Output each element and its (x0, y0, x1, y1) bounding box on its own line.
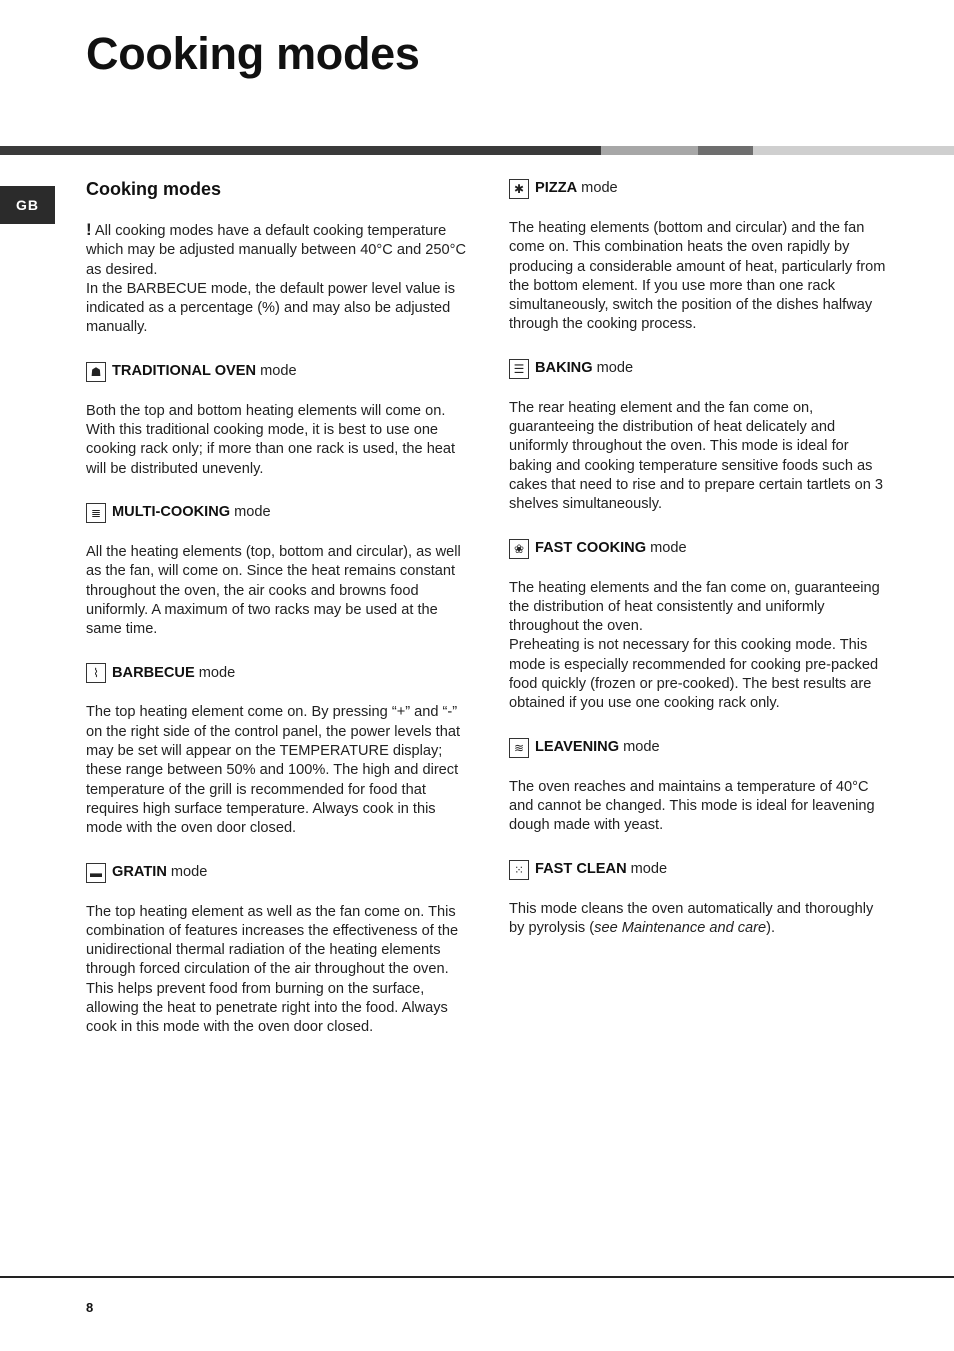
mode-suffix: mode (581, 180, 618, 197)
multi-cooking-icon: ≣ (86, 503, 106, 523)
header-rule-dark (0, 146, 601, 155)
text-after: ). (766, 919, 776, 936)
pizza-icon: ✱ (509, 179, 529, 199)
mode-name: GRATIN (112, 863, 167, 880)
mode-name: MULTI-COOKING (112, 504, 231, 521)
header-rule-mid (601, 146, 698, 155)
mode-name: LEAVENING (535, 738, 620, 755)
mode-fast-cooking (509, 538, 889, 714)
mode-description: The top heating element come on. By pressing “+” and “-” on the right side of the control panel, the power levels that may be set will appear on the TEMPERATURE display; these range between 50% and 100%. The high and direct temperature of the grill is recommended for food that requires high surface temperature. Always cook in this mode with the oven door closed. (86, 704, 460, 837)
mode-barbecue (86, 662, 466, 838)
section-heading: Cooking modes (86, 179, 222, 199)
mode-name: BAKING (535, 360, 593, 377)
language-tab: GB (0, 186, 55, 224)
header-rule-light (753, 146, 954, 155)
warning-mark: ! (86, 220, 92, 239)
left-column (86, 178, 466, 1061)
footer-rule (0, 1276, 954, 1278)
mode-description: The heating elements and the fan come on, guaranteeing the distribution of heat consistently and uniformly throughout the oven. (509, 579, 880, 635)
right-column (509, 178, 889, 961)
mode-description: All the heating elements (top, bottom and circular), as well as the fan, will come on. Since the heat remains constant throughout the oven, the air cooks and browns food uniformly. A maximum of two racks may be used at the same time. (86, 543, 461, 638)
baking-icon: ☰ (509, 359, 529, 379)
mode-suffix: mode (260, 363, 297, 380)
mode-suffix: mode (623, 738, 660, 755)
mode-description: The rear heating element and the fan come on, guaranteeing the distribution of heat delicately and uniformly throughout the oven. This mode is ideal for baking and cooking temperature sensitive foods such as cakes that need to rise and to prepare certain tartlets on 3 shelves simultaneously. (509, 399, 883, 513)
mode-traditional-oven (86, 361, 466, 479)
mode-suffix: mode (630, 860, 668, 877)
mode-description: The top heating element as well as the fan come on. This combination of features increases the effectiveness of the unidirectional thermal radiation of the heating elements through forced circulation of the air throughout the oven. (86, 903, 459, 978)
mode-fast-clean (509, 859, 889, 939)
page-title: Cooking modes (86, 28, 420, 79)
header-rule-accent (698, 146, 753, 155)
mode-name: TRADITIONAL OVEN (112, 363, 257, 380)
mode-description (509, 900, 889, 939)
mode-name: FAST COOKING (535, 539, 647, 556)
intro-paragraph-2: In the BARBECUE mode, the default power level value is indicated as a percentage (%) and may also be adjusted manually. (86, 280, 456, 336)
leavening-icon: ≋ (509, 738, 529, 758)
traditional-oven-icon: ☗ (86, 362, 106, 382)
mode-description-2: This helps prevent food from burning on the surface, allowing the heat to penetrate right into the food. Always cook in this mode with the oven door closed. (86, 980, 448, 1036)
mode-name: PIZZA (535, 180, 578, 197)
mode-gratin (86, 862, 466, 1038)
gratin-icon: ▬ (86, 863, 106, 883)
page-number: 8 (86, 1300, 94, 1315)
intro-paragraph (86, 220, 466, 280)
mode-description: The oven reaches and maintains a temperature of 40°C and cannot be changed. This mode is ideal for leavening dough made with yeast. (509, 778, 875, 834)
mode-suffix: mode (234, 504, 271, 521)
mode-name: FAST CLEAN (535, 860, 627, 877)
mode-baking (509, 358, 889, 515)
mode-multi-cooking (86, 502, 466, 639)
text-before: This mode cleans the oven automatically and thoroughly by pyrolysis ( (509, 900, 874, 936)
intro-text: All cooking modes have a default cooking temperature which may be adjusted manually between 40°C and 250°C as desired. (86, 223, 466, 278)
fast-clean-icon: ⁙ (509, 860, 529, 880)
mode-leavening (509, 737, 889, 836)
mode-description: The heating elements (bottom and circular) and the fan come on. This combination heats the oven rapidly by producing a considerable amount of heat, particularly from the bottom element. If you use more than one rack simultaneously, switch the position of the dishes halfway through the cooking process. (509, 220, 886, 333)
mode-suffix: mode (596, 360, 634, 377)
maintenance-reference: see Maintenance and care (594, 919, 767, 936)
mode-suffix: mode (198, 664, 236, 681)
mode-description-2: Preheating is not necessary for this cooking mode. This mode is especially recommended for cooking pre-packed food quickly (frozen or pre-cooked). The best results are obtained if you use one cooking rack only. (509, 637, 879, 712)
barbecue-icon: ⌇ (86, 663, 106, 683)
mode-suffix: mode (650, 539, 687, 556)
mode-pizza (509, 178, 889, 335)
mode-name: BARBECUE (112, 664, 195, 681)
mode-suffix: mode (170, 863, 208, 880)
mode-description: Both the top and bottom heating elements will come on. With this traditional cooking mode, it is best to use one cooking rack only; if more than one rack is used, the heat will be distributed unevenly. (86, 402, 456, 477)
fast-cooking-icon: ❀ (509, 539, 529, 559)
